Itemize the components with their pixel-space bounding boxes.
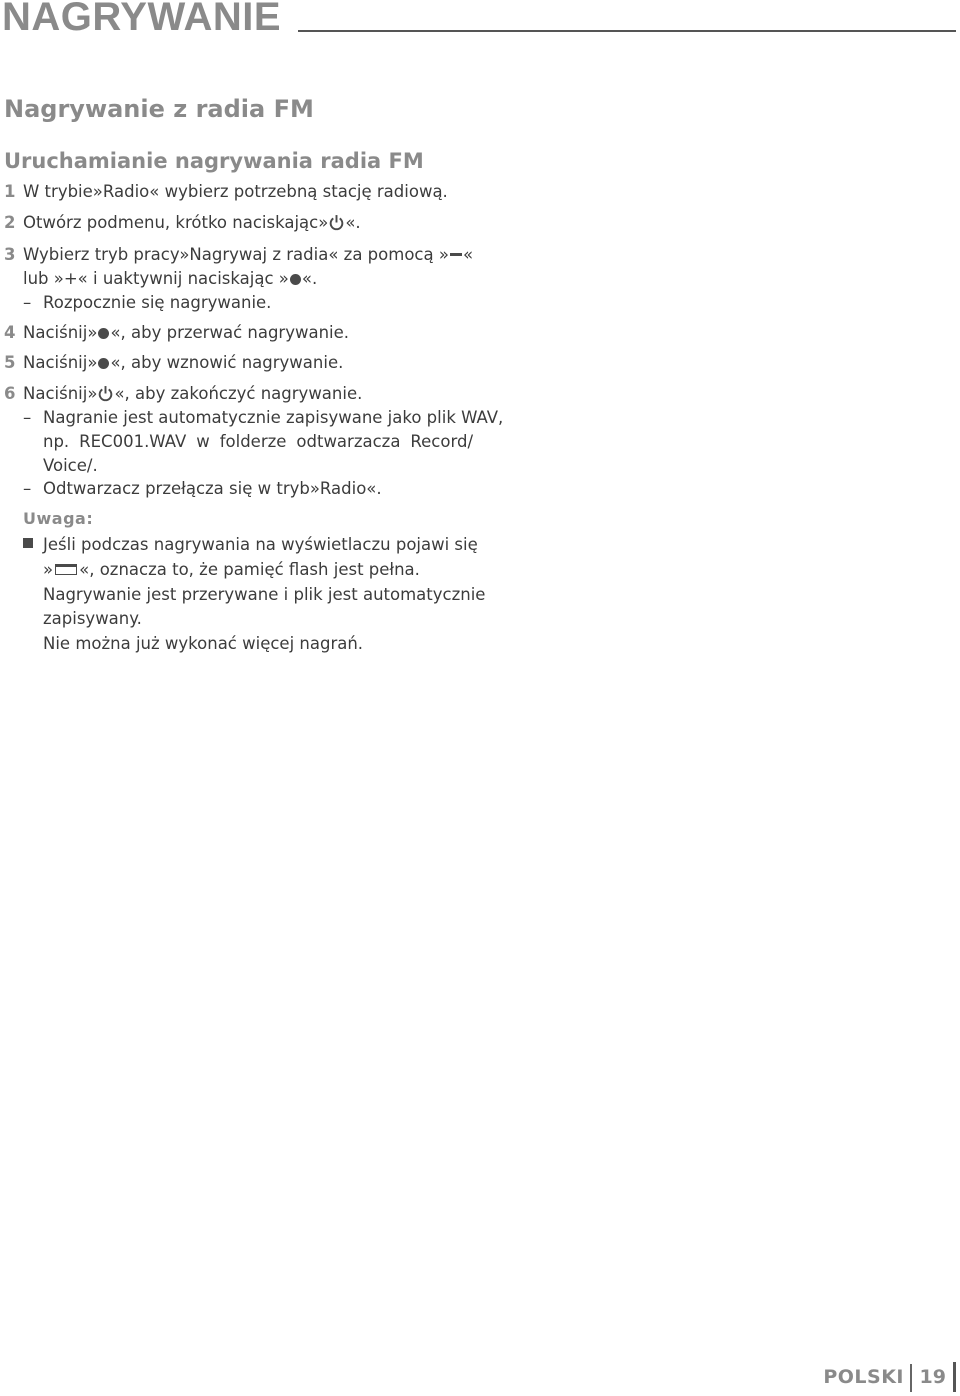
note-text: Nie można już wykonać więcej nagrań. (43, 634, 364, 653)
title-rule (298, 30, 956, 32)
section-heading: Nagrywanie z radia FM (4, 95, 314, 123)
step-text-part: Wybierz tryb pracy»Nagrywaj z radia« za pomocą » (23, 245, 449, 264)
record-dot-icon (290, 274, 301, 285)
step-number: 6 (4, 384, 16, 403)
power-icon (328, 214, 345, 231)
footer-language: POLSKI (823, 1366, 904, 1388)
note-text-part: «, oznacza to, że pamięć flash jest pełna. (79, 560, 420, 579)
step-text-part: «. (301, 269, 318, 288)
dash-marker: – (23, 293, 32, 312)
page-footer (756, 1362, 956, 1396)
note-text: Jeśli podczas nagrywania na wyświetlaczu pojawi się (43, 535, 478, 554)
page-number: 19 (919, 1366, 946, 1388)
page-title: NAGRYWANIE (2, 0, 282, 39)
step-text-part: Naciśnij» (23, 323, 98, 342)
page-header (0, 0, 960, 44)
square-bullet-icon (23, 538, 33, 548)
record-dot-icon (98, 328, 109, 339)
note-text (43, 559, 420, 581)
step-text-part: «, aby zakończyć nagrywanie. (114, 384, 363, 403)
note-text-part: » (43, 560, 54, 579)
step-text (23, 352, 343, 374)
result-text: Rozpocznie się nagrywanie. (43, 293, 272, 312)
step-number: 4 (4, 323, 16, 342)
result-text: np. REC001.WAV w folderze odtwarzacza Record/ (43, 432, 473, 451)
result-text: Nagranie jest automatycznie zapisywane jako plik WAV, (43, 408, 504, 427)
step-text-part: «. (345, 213, 361, 232)
subsection-heading: Uruchamianie nagrywania radia FM (4, 149, 424, 173)
dash-marker: – (23, 479, 32, 498)
step-text (23, 268, 317, 290)
step-text (23, 383, 362, 405)
record-dot-icon (98, 358, 109, 369)
step-text (23, 212, 361, 234)
step-text (23, 322, 349, 344)
footer-edge-bar (953, 1362, 956, 1392)
power-icon (97, 385, 114, 402)
step-text (23, 244, 473, 266)
step-number: 1 (4, 182, 16, 201)
dash-marker: – (23, 408, 32, 427)
step-number: 3 (4, 245, 16, 264)
note-label: Uwaga: (23, 509, 94, 528)
step-text-part: «, aby wznowić nagrywanie. (110, 353, 344, 372)
result-text: Odtwarzacz przełącza się w tryb»Radio«. (43, 479, 382, 498)
step-text-part: Otwórz podmenu, krótko naciskając» (23, 213, 329, 232)
note-text: zapisywany. (43, 609, 142, 628)
result-text: Voice/. (43, 456, 98, 475)
minus-icon (450, 253, 462, 256)
memory-full-icon (55, 564, 77, 575)
step-text-part: Naciśnij» (23, 384, 98, 403)
step-text: W trybie»Radio« wybierz potrzebną stację radiową. (23, 182, 448, 201)
step-text-part: lub »+« i uaktywnij naciskając » (23, 269, 289, 288)
step-number: 2 (4, 213, 16, 232)
step-text-part: «, aby przerwać nagrywanie. (110, 323, 350, 342)
step-number: 5 (4, 353, 16, 372)
note-text: Nagrywanie jest przerywane i plik jest automatycznie (43, 585, 486, 604)
footer-separator (910, 1364, 912, 1392)
step-text-part: Naciśnij» (23, 353, 98, 372)
step-text-part: « (462, 245, 474, 264)
